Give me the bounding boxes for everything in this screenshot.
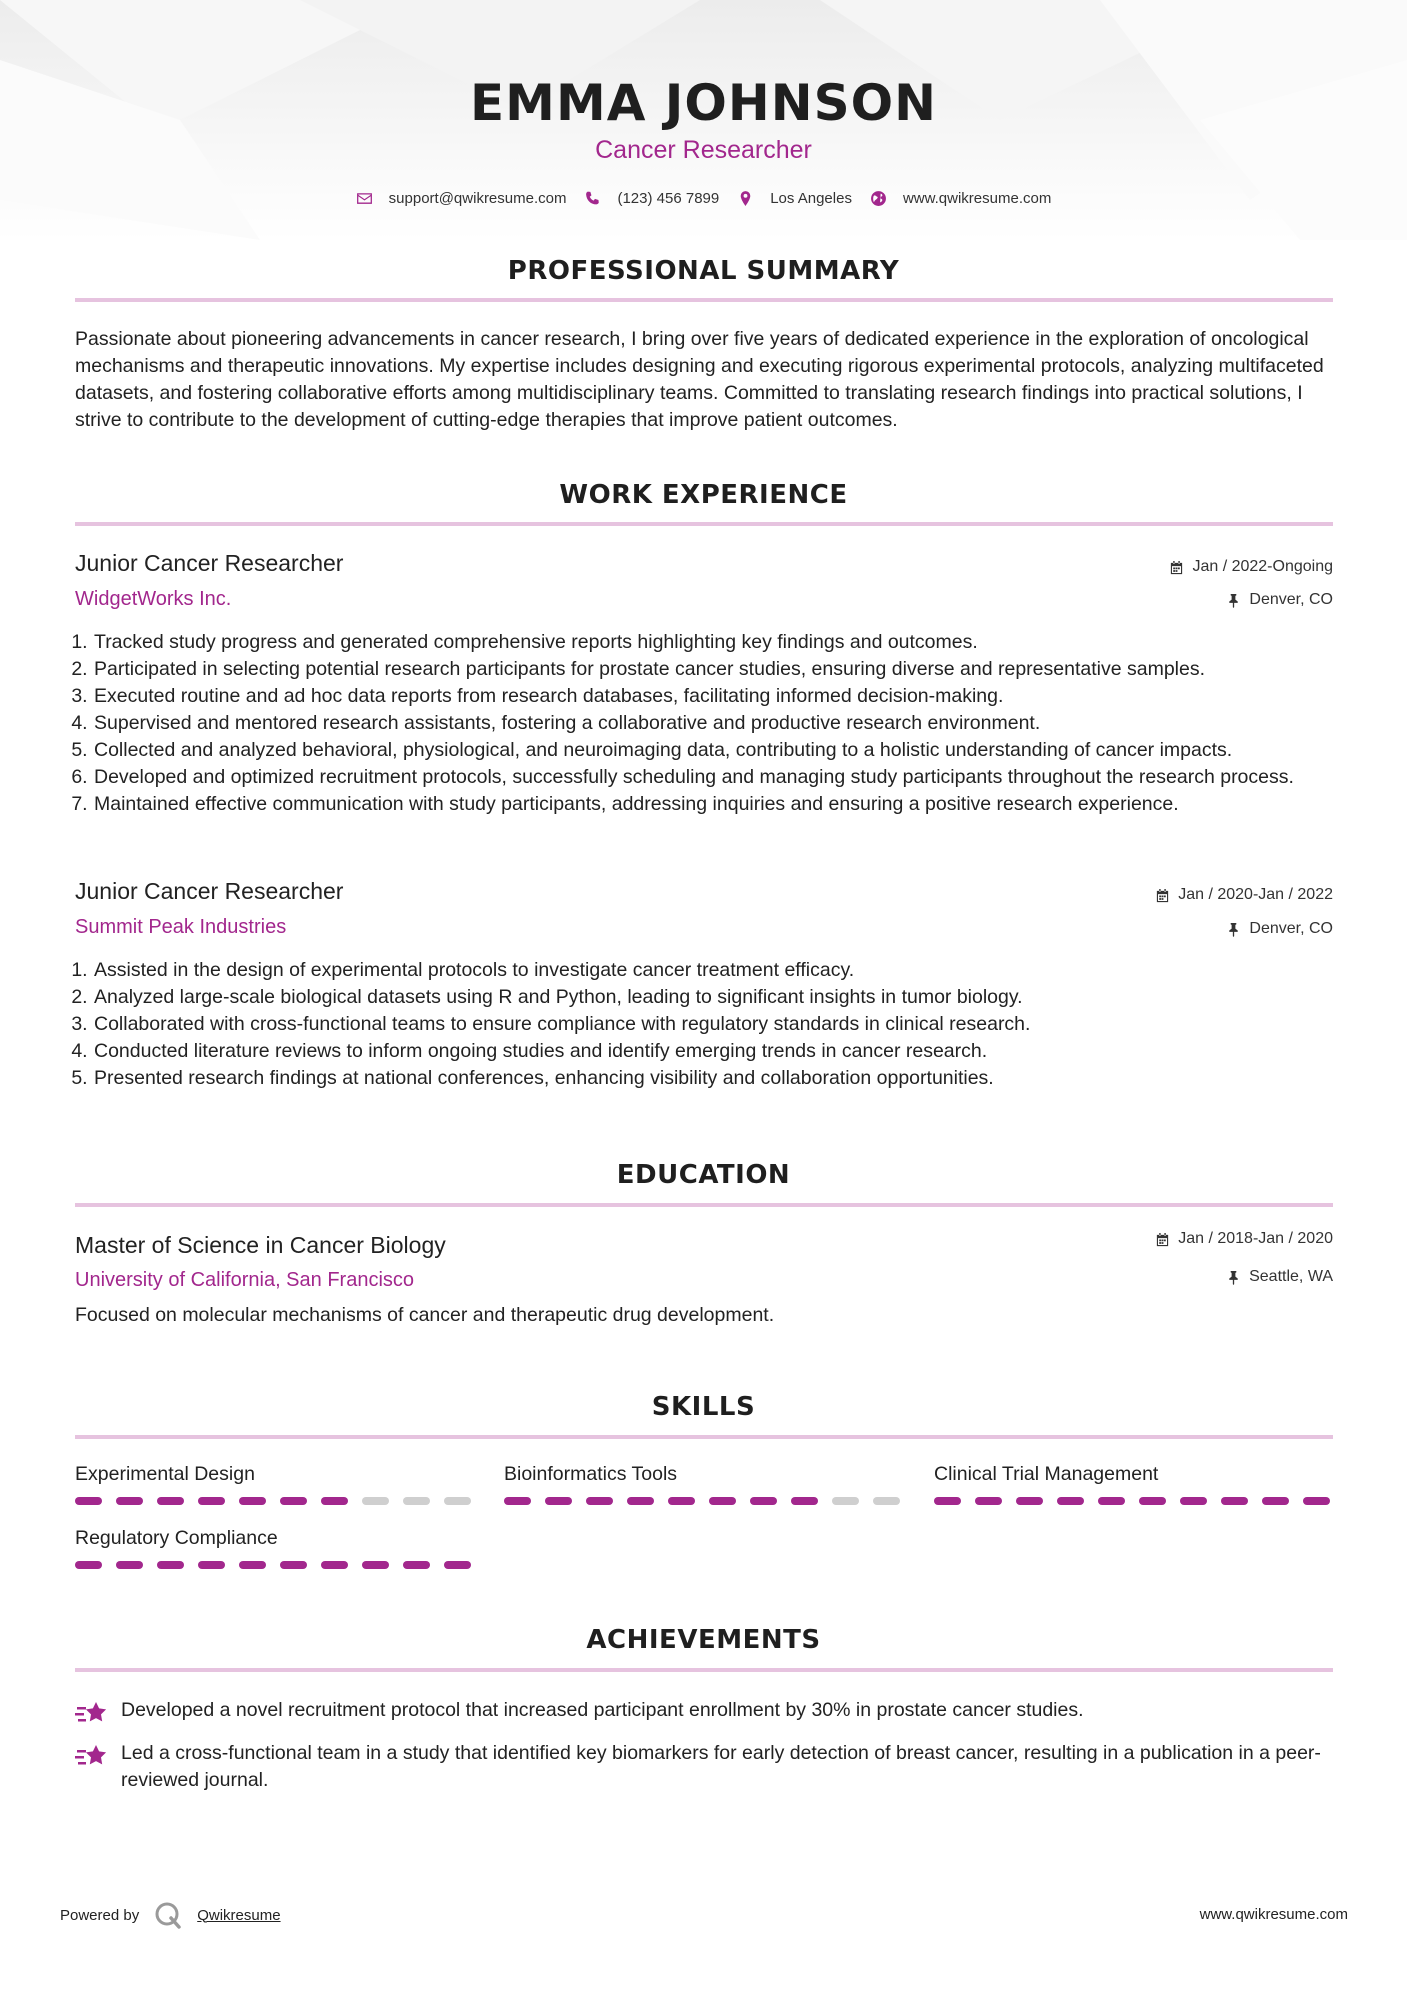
skill-rating [934,1497,1334,1505]
list-item: 7. Maintained effective communication with study participants, addressing inquiries and ensuring a positive research experience. [93,791,1351,818]
list-item: 5. Collected and analyzed behavioral, physiological, and neuroimaging data, contributing to a holistic understanding of cancer impacts. [93,737,1351,764]
list-item: 6. Developed and optimized recruitment protocols, successfully scheduling and managing study participants throughout the research process. [93,764,1351,791]
skill-dash-filled [198,1497,225,1505]
education-degree: Master of Science in Cancer Biology [75,1232,446,1258]
map-pin-icon [737,190,754,207]
star-award-icon [75,1742,109,1772]
skills-divider [75,1435,1333,1439]
skill-dash-filled [1139,1497,1166,1505]
skill-dash-filled [75,1561,102,1569]
email-text: support@qwikresume.com [388,190,567,207]
skill-item [75,1527,475,1569]
skill-dash-filled [545,1497,572,1505]
skill-item [934,1463,1334,1505]
pushpin-icon [1226,593,1241,608]
website-text: www.qwikresume.com [902,190,1052,207]
skill-name: Clinical Trial Management [934,1463,1159,1485]
achievement-text: Developed a novel recruitment protocol that increased participant enrollment by 30% in prostate cancer studies. [121,1699,1084,1721]
skill-dash-filled [1262,1497,1289,1505]
qwikresume-logo-icon [153,1900,183,1930]
skill-item [504,1463,904,1505]
skill-dash-filled [239,1561,266,1569]
footer-website[interactable]: www.qwikresume.com [1199,1906,1348,1923]
location-text: Los Angeles [770,190,852,207]
skill-dash-empty [444,1497,471,1505]
contact-location [737,190,852,207]
education-school: University of California, San Francisco [75,1269,415,1291]
contact-website[interactable] [870,190,1051,207]
candidate-role: Cancer Researcher [595,136,812,164]
phone-icon [584,190,601,207]
list-item: 2. Analyzed large-scale biological datasets using R and Python, leading to significant insights in tumor biology. [93,984,1351,1011]
skill-name: Bioinformatics Tools [504,1463,678,1485]
skill-dash-filled [444,1561,471,1569]
skill-dash-filled [750,1497,777,1505]
star-award-icon [75,1699,109,1729]
skill-dash-filled [280,1497,307,1505]
skill-dash-empty [873,1497,900,1505]
summary-divider [75,298,1333,302]
achievements-heading: ACHIEVEMENTS [586,1625,821,1655]
skill-dash-filled [934,1497,961,1505]
phone-text: (123) 456 7899 [617,190,720,207]
education-dates [1155,1230,1333,1248]
contact-bar [0,190,1407,207]
job-dates-text: Jan / 2022-Ongoing [1192,558,1333,575]
skill-dash-filled [280,1561,307,1569]
skill-dash-filled [157,1497,184,1505]
experience-heading: WORK EXPERIENCE [559,480,848,510]
list-item: 1. Tracked study progress and generated comprehensive reports highlighting key findings and outcomes. [93,629,1351,656]
education-dates-text: Jan / 2018-Jan / 2020 [1178,1230,1333,1247]
education-divider [75,1203,1333,1207]
calendar-icon [1155,888,1170,903]
envelope-icon [356,190,373,207]
skill-dash-filled [1016,1497,1043,1505]
skill-dash-filled [198,1561,225,1569]
job-location [1226,920,1333,938]
list-item: 3. Collaborated with cross-functional teams to ensure compliance with regulatory standards in clinical research. [93,1011,1351,1038]
job-location-text: Denver, CO [1249,591,1333,608]
achievement-text: Led a cross-functional team in a study that identified key biomarkers for early detection of breast cancer, resulting in a publication in a peer-reviewed journal. [121,1742,1321,1791]
job-bullets [75,957,1351,1092]
skill-name: Regulatory Compliance [75,1527,278,1549]
skill-item [75,1463,475,1505]
skill-dash-filled [668,1497,695,1505]
job-dates-text: Jan / 2020-Jan / 2022 [1178,886,1333,903]
skill-rating [504,1497,904,1505]
skill-dash-filled [321,1497,348,1505]
education-description: Focused on molecular mechanisms of cancer and therapeutic drug development. [75,1304,775,1326]
skill-dash-filled [362,1561,389,1569]
skill-dash-filled [157,1561,184,1569]
globe-icon [870,190,887,207]
skills-heading: SKILLS [651,1392,756,1422]
skill-dash-filled [586,1497,613,1505]
powered-by-label: Powered by [60,1906,140,1924]
skill-dash-empty [832,1497,859,1505]
job-company: WidgetWorks Inc. [75,588,232,610]
summary-heading: PROFESSIONAL SUMMARY [507,256,900,286]
skill-name: Experimental Design [75,1463,255,1485]
skill-dash-filled [1221,1497,1248,1505]
job-dates [1169,558,1333,576]
skill-dash-filled [1098,1497,1125,1505]
candidate-name: EMMA JOHNSON [470,74,937,132]
job-dates [1155,886,1333,904]
skill-dash-filled [791,1497,818,1505]
calendar-icon [1155,1232,1170,1247]
achievement-item [75,1740,1333,1794]
contact-phone[interactable] [584,190,719,207]
skill-dash-filled [1180,1497,1207,1505]
skill-dash-filled [627,1497,654,1505]
skill-dash-empty [362,1497,389,1505]
skill-dash-filled [1303,1497,1330,1505]
skill-rating [75,1561,475,1569]
skill-dash-filled [321,1561,348,1569]
pushpin-icon [1226,922,1241,937]
list-item: 4. Conducted literature reviews to inform ongoing studies and identify emerging trends in cancer research. [93,1038,1351,1065]
list-item: 2. Participated in selecting potential research participants for prostate cancer studies, ensuring diverse and representative samples. [93,656,1351,683]
job-title: Junior Cancer Researcher [75,550,344,576]
list-item: 4. Supervised and mentored research assistants, fostering a collaborative and productive research environment. [93,710,1351,737]
skill-dash-filled [709,1497,736,1505]
skill-rating [75,1497,475,1505]
list-item: 1. Assisted in the design of experimental protocols to investigate cancer treatment efficacy. [93,957,1351,984]
skill-dash-filled [75,1497,102,1505]
skill-dash-filled [975,1497,1002,1505]
skill-dash-filled [504,1497,531,1505]
job-title: Junior Cancer Researcher [75,878,344,904]
skill-dash-filled [116,1497,143,1505]
skill-dash-filled [1057,1497,1084,1505]
achievement-item [75,1697,1333,1729]
contact-email[interactable] [356,190,567,207]
footer-powered-by [60,1900,281,1930]
skill-dash-empty [403,1497,430,1505]
education-location [1226,1268,1333,1286]
calendar-icon [1169,560,1184,575]
skill-dash-filled [403,1561,430,1569]
education-heading: EDUCATION [616,1160,791,1190]
education-location-text: Seattle, WA [1249,1268,1333,1285]
job-bullets [75,629,1351,818]
job-location-text: Denver, CO [1249,920,1333,937]
qwikresume-link[interactable]: Qwikresume [197,1906,281,1924]
job-company: Summit Peak Industries [75,916,287,938]
list-item: 3. Executed routine and ad hoc data reports from research databases, facilitating informed decision-making. [93,683,1351,710]
achievements-divider [75,1668,1333,1672]
summary-text: Passionate about pioneering advancements in cancer research, I bring over five years of dedicated experience in the exploration of oncological mechanisms and therapeutic innovations. My expertise includes designing and executing rigorous experimental protocols, analyzing multifaceted datasets, and fostering collaborative efforts among multidisciplinary teams. Committed to translating research findings into practical solutions, I strive to contribute to the development of cutting-edge therapies that improve patient outcomes. [75,328,1324,431]
pushpin-icon [1226,1270,1241,1285]
experience-divider [75,522,1333,526]
job-location [1226,591,1333,609]
skill-dash-filled [116,1561,143,1569]
list-item: 5. Presented research findings at national conferences, enhancing visibility and collaboration opportunities. [93,1065,1351,1092]
skill-dash-filled [239,1497,266,1505]
